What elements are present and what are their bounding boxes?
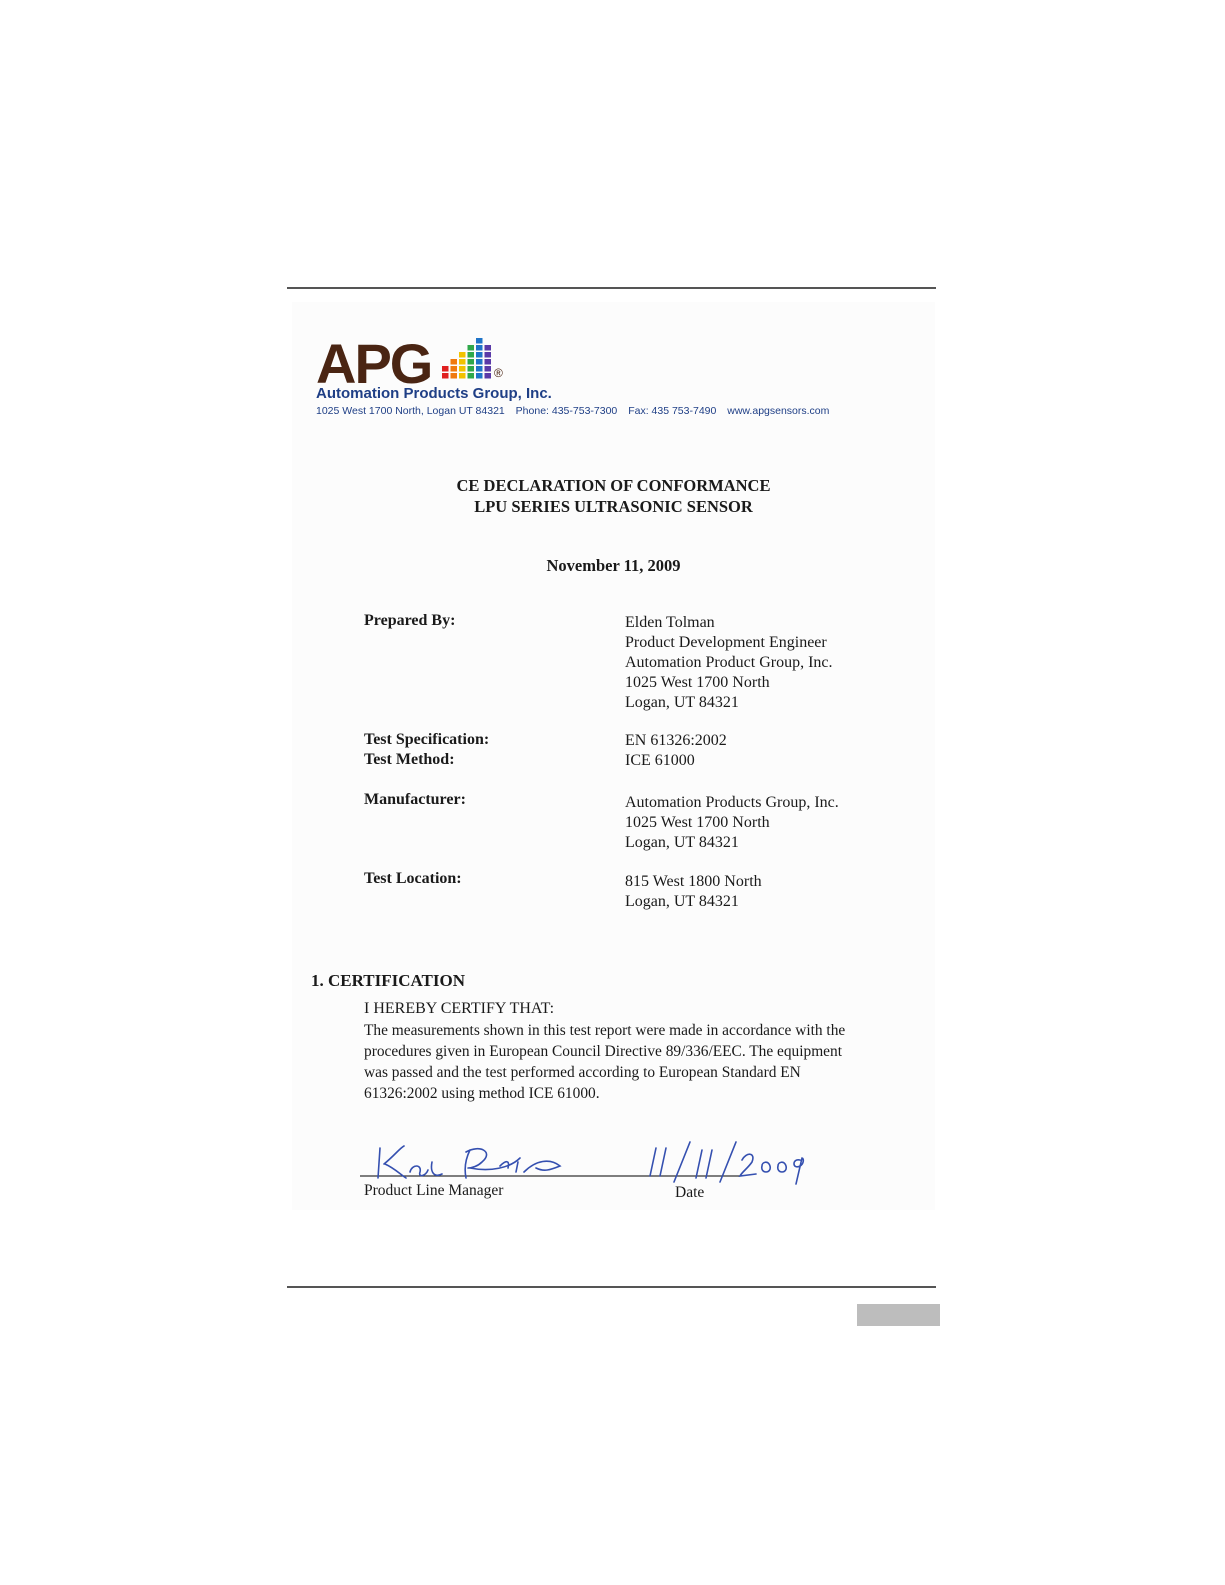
- location-street: 815 West 1800 North: [625, 873, 762, 890]
- bottom-rule: [287, 1286, 936, 1288]
- certification-heading: 1. CERTIFICATION: [311, 971, 465, 990]
- manufacturer-value: [625, 793, 839, 853]
- preparer-title: Product Development Engineer: [625, 634, 827, 651]
- signer-role: Product Line Manager: [364, 1182, 504, 1199]
- preparer-name: Elden Tolman: [625, 614, 715, 631]
- top-rule: [287, 287, 936, 289]
- location-city: Logan, UT 84321: [625, 893, 739, 910]
- test-spec-label: Test Specification:: [364, 731, 490, 748]
- manufacturer-city: Logan, UT 84321: [625, 834, 739, 851]
- certification-line: The measurements shown in this test report were made in accordance with the: [364, 1022, 846, 1039]
- company-fax: Fax: 435 753-7490: [628, 405, 717, 417]
- company-website: www.apgsensors.com: [727, 405, 830, 417]
- certification-intro: I HEREBY CERTIFY THAT:: [364, 1000, 555, 1017]
- manufacturer-street: 1025 West 1700 North: [625, 814, 770, 831]
- company-address: 1025 West 1700 North, Logan UT 84321: [316, 405, 505, 417]
- company-logo: [316, 332, 503, 395]
- test-method-value: ICE 61000: [625, 752, 695, 769]
- document-subtitle: LPU SERIES ULTRASONIC SENSOR: [474, 497, 753, 516]
- company-name: Automation Products Group, Inc.: [316, 385, 552, 402]
- date-label: Date: [675, 1184, 705, 1201]
- document-title: CE DECLARATION OF CONFORMANCE: [456, 476, 771, 495]
- document-date: November 11, 2009: [546, 556, 681, 575]
- test-spec-value: EN 61326:2002: [625, 732, 727, 749]
- handwritten-date: [650, 1142, 803, 1184]
- preparer-street: 1025 West 1700 North: [625, 674, 770, 691]
- handwritten-signature: [378, 1146, 560, 1178]
- company-contact-line: [316, 405, 906, 417]
- test-method-label: Test Method:: [364, 751, 455, 768]
- certification-line: procedures given in European Council Directive 89/336/EEC. The equipment: [364, 1043, 842, 1060]
- signature-area: [360, 1138, 840, 1188]
- registered-mark: ®: [494, 366, 503, 380]
- logo-color-grid-icon: [442, 338, 494, 380]
- certification-line: 61326:2002 using method ICE 61000.: [364, 1085, 600, 1102]
- page-number-tab: [857, 1304, 940, 1326]
- logo-text: APG: [316, 332, 432, 395]
- preparer-city: Logan, UT 84321: [625, 694, 739, 711]
- company-phone: Phone: 435-753-7300: [515, 405, 618, 417]
- test-location-label: Test Location:: [364, 870, 462, 887]
- manufacturer-label: Manufacturer:: [364, 791, 466, 808]
- prepared-by-value: [625, 613, 833, 713]
- certification-line: was passed and the test performed according to European Standard EN: [364, 1064, 801, 1081]
- test-location-value: [625, 872, 762, 912]
- prepared-by-label: Prepared By:: [364, 612, 456, 629]
- manufacturer-name: Automation Products Group, Inc.: [625, 794, 839, 811]
- preparer-company: Automation Product Group, Inc.: [625, 654, 833, 671]
- certification-body: [364, 1020, 924, 1104]
